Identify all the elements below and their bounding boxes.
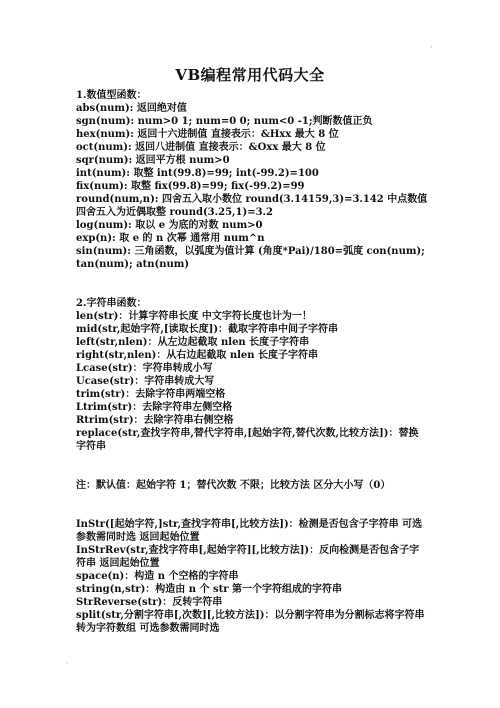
text-line: Lcase(str)：字符串转成小写: [76, 363, 213, 374]
text-line: sgn(num): num>0 1; num=0 0; num<0 -1;判断数值正负: [76, 116, 373, 127]
text-line: sin(num): 三角函数，以弧度为值计算 (角度*Pai)/180=弧度 con(num); tan(num); atn(num): [76, 246, 425, 270]
text-line: split(str,分割字符串[,次数][,比较方法])：以分割字符串为分割标志将字符串转为字符数组 可选参数需同时选: [76, 610, 425, 634]
text-line: Rtrim(str)：去除字符串右侧空格: [76, 415, 234, 426]
text-line: mid(str,起始字符,[读取长度])：截取字符串中间子字符串: [76, 324, 339, 335]
page-title: VB编程常用代码大全: [175, 66, 325, 84]
text-line: sqr(num): 返回平方根 num>0: [76, 155, 230, 166]
section-heading-string: 2.字符串函数：: [76, 298, 147, 309]
text-line: InStr([起始字符,]str,查找字符串[,比较方法])：检测是否包含子字符串 可选参数需同时选 返回起始位置: [76, 519, 423, 543]
text-line: Ucase(str)：字符串转成大写: [76, 376, 215, 387]
text-line: replace(str,查找字符串,替代字符串,[起始字符,替代次数,比较方法])：替换字符串: [76, 428, 419, 452]
text-line: string(n,str)：构造由 n 个 str 第一个字符组成的字符串: [76, 584, 343, 595]
text-line: space(n)：构造 n 个空格的字符串: [76, 571, 239, 582]
text-line: exp(n): 取 e 的 n 次幂 通常用 num^n: [76, 233, 265, 244]
scan-speck: ·: [66, 659, 69, 668]
text-line: left(str,nlen)：从左边起截取 nlen 长度子字符串: [76, 337, 310, 348]
scan-speck: ·: [430, 43, 433, 52]
text-line: int(num): 取整 int(99.8)=99; int(-99.2)=100: [76, 168, 319, 179]
text-line: oct(num): 返回八进制值 直接表示：&Oxx 最大 8 位: [76, 142, 326, 153]
section-heading-numeric: 1.数值型函数：: [76, 90, 147, 101]
text-line: Ltrim(str)：去除字符串左侧空格: [76, 402, 233, 413]
text-line: round(num,n): 四舍五入取小数位 round(3.14159,3)=3.142 中点数值四舍五入为近偶取整 round(3.25,1)=3.2: [76, 194, 428, 218]
text-line: log(num): 取以 e 为底的对数 num>0: [76, 220, 263, 231]
text-line: fix(num): 取整 fix(99.8)=99; fix(-99.2)=99: [76, 181, 305, 192]
text-line: StrReverse(str)：反转字符串: [76, 597, 223, 608]
text-line: trim(str)：去除字符串两端空格: [76, 389, 226, 400]
text-line: len(str)：计算字符串长度 中文字符长度也计为一！: [76, 311, 312, 322]
note-line: 注：默认值：起始字符 1；替代次数 不限；比较方法 区分大小写（0）: [76, 480, 391, 491]
text-line: InStrRev(str,查找字符串[,起始字符][,比较方法])：反向检测是否包含子字符串 返回起始位置: [76, 545, 420, 569]
text-line: right(str,nlen)：从右边起截取 nlen 长度子字符串: [76, 350, 319, 361]
text-line: hex(num): 返回十六进制值 直接表示：&Hxx 最大 8 位: [76, 129, 339, 140]
text-line: abs(num): 返回绝对值: [76, 103, 187, 114]
